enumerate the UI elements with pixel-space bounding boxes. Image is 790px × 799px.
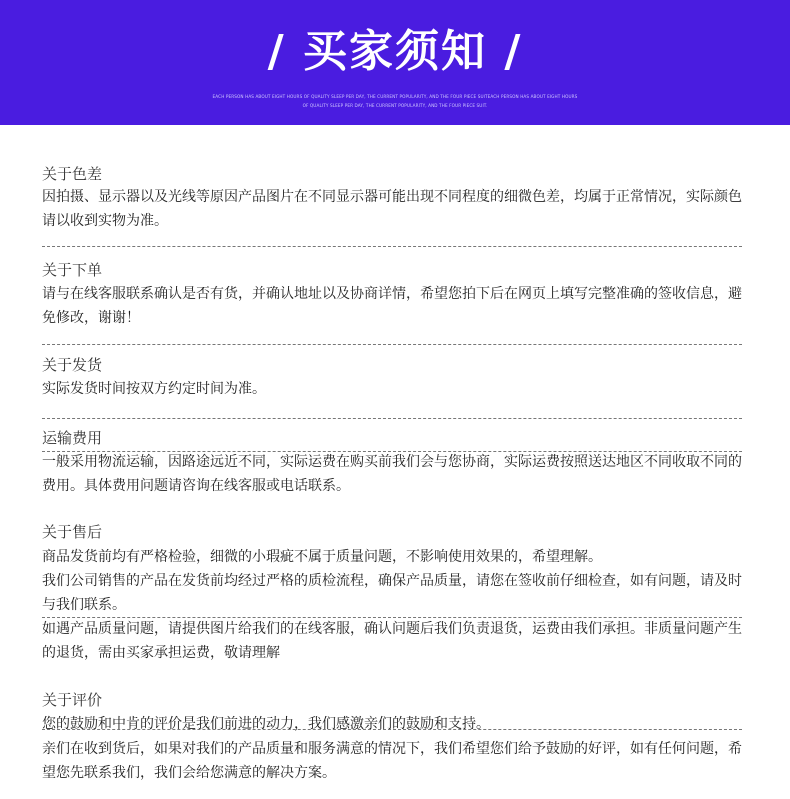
banner-subtitle xyxy=(200,92,590,110)
after-sales-text-3: 与我们联系。 xyxy=(42,597,126,613)
banner-subtitle-line-1: EACH PERSON HAS ABOUT EIGHT HOURS OF QUALITY SLEEP PER DAY, THE CURRENT POPULARITY, AND THE FOUR PIECE SUITEACH PERSON HAS ABOUT EIGHT HOURS xyxy=(212,94,578,99)
after-sales-text-1: 商品发货前均有严格检验，细微的小瑕疵不属于质量问题，不影响使用效果的，希望理解。 xyxy=(42,549,602,565)
freight-text-1: 一般采用物流运输，因路途远近不同，实际运费在购买前我们会与您协商，实际运费按照送达地区不同收取不同的 xyxy=(42,454,742,470)
section-heading-color-difference: 关于色差 xyxy=(42,165,103,183)
freight-text-2: 费用。具体费用问题请咨询在线客服或电话联系。 xyxy=(42,478,350,494)
section-heading-after-sales: 关于售后 xyxy=(42,523,103,541)
reviews-text-2: 亲们在收到货后，如果对我们的产品质量和服务满意的情况下，我们希望您们给予鼓励的好评，如有任何问题，希 xyxy=(42,741,742,757)
after-sales-text-4: 如遇产品质量问题，请提供图片给我们的在线客服，确认问题后我们负责退货，运费由我们承担。非质量问题产生 xyxy=(42,621,742,637)
divider xyxy=(42,729,742,730)
page-title: / 买家须知 / xyxy=(267,26,523,77)
after-sales-text-5: 的退货，需由买家承担运费，敬请理解 xyxy=(42,645,280,661)
ordering-text-2: 免修改，谢谢！ xyxy=(42,310,140,326)
divider xyxy=(42,617,742,618)
divider xyxy=(42,418,742,419)
section-heading-shipping: 关于发货 xyxy=(42,356,103,374)
section-heading-freight: 运输费用 xyxy=(42,429,103,447)
ordering-text-1: 请与在线客服联系确认是否有货，并确认地址以及协商详情，希望您拍下后在网页上填写完整准确的签收信息，避 xyxy=(42,286,742,302)
divider xyxy=(42,344,742,345)
reviews-text-1: 您的鼓励和中肯的评价是我们前进的动力，我们感激亲们的鼓励和支持。 xyxy=(42,716,490,732)
reviews-text-3: 望您先联系我们，我们会给您满意的解决方案。 xyxy=(42,765,336,781)
section-heading-reviews: 关于评价 xyxy=(42,691,103,709)
header-banner xyxy=(0,0,790,125)
banner-subtitle-line-2: OF QUALITY SLEEP PER DAY, THE CURRENT POPULARITY, AND THE FOUR PIECE SUIT. xyxy=(302,103,488,108)
section-heading-ordering: 关于下单 xyxy=(42,261,103,279)
shipping-text-1: 实际发货时间按双方约定时间为准。 xyxy=(42,381,266,397)
color-difference-text-2: 请以收到实物为准。 xyxy=(42,213,168,229)
color-difference-text-1: 因拍摄、显示器以及光线等原因产品图片在不同显示器可能出现不同程度的细微色差，均属于正常情况，实际颜色 xyxy=(42,189,742,205)
after-sales-text-2: 我们公司销售的产品在发货前均经过严格的质检流程，确保产品质量，请您在签收前仔细检查，如有问题，请及时 xyxy=(42,573,742,589)
divider xyxy=(42,246,742,247)
